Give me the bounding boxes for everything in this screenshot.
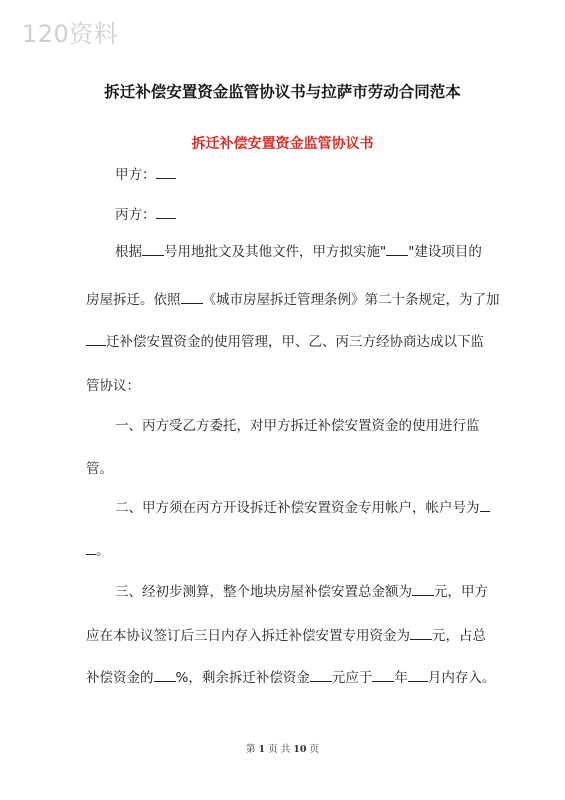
- paragraph-2-line-2: 管。: [86, 461, 113, 477]
- paragraph-4-line-2: [86, 624, 486, 644]
- agreement-subtitle: 拆迁补偿安置资金监管协议书: [191, 136, 374, 152]
- paragraph-3-line-2: [86, 539, 110, 559]
- text-segment: 二、甲方须在丙方开设拆迁补偿安置资金专用帐户，帐户号为: [115, 500, 480, 516]
- remaining-amount-blank: [310, 669, 332, 682]
- text-segment: 根据: [115, 244, 142, 260]
- footer-text: 页: [309, 744, 320, 755]
- blank: [86, 542, 96, 555]
- party-a-label: 甲方：: [115, 167, 156, 183]
- text-segment: 元，占总: [432, 628, 486, 644]
- blank: [86, 333, 106, 346]
- watermark-logo: 120资料: [22, 20, 119, 48]
- text-segment: 年: [394, 670, 408, 686]
- party-c-line: [115, 203, 176, 223]
- account-number-blank: [480, 499, 490, 512]
- text-segment: 。: [96, 543, 110, 559]
- party-a-line: [115, 163, 176, 183]
- paragraph-1-line-1: [115, 240, 482, 260]
- total-pages-number: 10: [293, 744, 307, 755]
- page-footer: [0, 741, 565, 755]
- footer-text: 页 共: [268, 744, 291, 755]
- document-title: 拆迁补偿安置资金监管协议书与拉萨市劳动合同范本: [104, 82, 461, 101]
- paragraph-3-line-1: [115, 496, 490, 516]
- text-segment: 应在本协议签订后三日内存入拆迁补偿安置专用资金为: [86, 628, 410, 644]
- percent-blank: [154, 669, 176, 682]
- current-page-number: 1: [258, 744, 266, 755]
- party-a-blank: [156, 166, 176, 179]
- text-segment: 元应于: [331, 670, 373, 686]
- text-segment: 补偿资金的: [86, 670, 154, 686]
- party-c-blank: [156, 206, 176, 219]
- text-segment: 元，甲方: [434, 584, 488, 600]
- paragraph-4-line-3: [86, 666, 495, 686]
- text-segment: 《城市房屋拆迁管理条例》第二十条规定，为了加: [202, 292, 500, 308]
- text-segment: "建设项目的: [408, 244, 482, 260]
- blank: [181, 291, 203, 304]
- paragraph-1-line-3: [86, 330, 484, 350]
- text-segment: 房屋拆迁。依照: [86, 292, 181, 308]
- paragraph-2-line-1: 一、丙方受乙方委托，对甲方拆迁补偿安置资金的使用进行监: [115, 418, 480, 434]
- year-blank: [372, 669, 394, 682]
- blank: [142, 243, 164, 256]
- paragraph-1-line-2: [86, 288, 500, 308]
- month-blank: [408, 669, 428, 682]
- total-amount-blank: [412, 583, 434, 596]
- paragraph-4-line-1: [115, 580, 488, 600]
- deposit-amount-blank: [410, 627, 432, 640]
- paragraph-1-line-4: 管协议：: [86, 378, 140, 394]
- footer-text: 第: [245, 744, 256, 755]
- text-segment: %，剩余拆迁补偿资金: [175, 670, 310, 686]
- text-segment: 号用地批文及其他文件，甲方拟实施": [164, 244, 387, 260]
- party-c-label: 丙方：: [115, 207, 156, 223]
- text-segment: 月内存入。: [427, 670, 496, 686]
- blank: [386, 243, 408, 256]
- text-segment: 迁补偿安置资金的使用管理，甲、乙、丙三方经协商达成以下监: [106, 334, 484, 350]
- text-segment: 三、经初步测算，整个地块房屋补偿安置总金额为: [115, 584, 412, 600]
